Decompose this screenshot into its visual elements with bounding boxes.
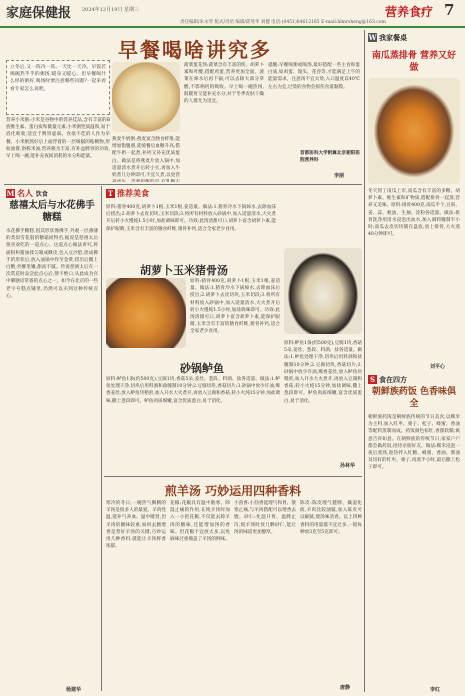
lamb-author: 唐静 — [340, 685, 351, 691]
porridge-bowl-photo — [112, 62, 180, 132]
celebrity-body: 水花佛手糖糕,因其形状像佛手,外观一层薄薄的类似雪花般的糖霜而得名,据说是慈禧太后很喜欢吃的一道点心。这道点心做法讲究,将面粉和猪油揉匀制成酥皮,包入豆沙馅,捏成佛手的形状后,放入油锅中炸至金黄,捞出后撒上白糖,外酥里嫩,甜而不腻。传说慈禧太后在一次赏花时品尝此点心后,赞不绝口,从此成为宫中御膳房常备的点心之一。如今在北京的一些老字号糕点铺里,仍然可以买到这种传统点心。 — [6, 229, 98, 299]
divider — [364, 30, 365, 692]
celebrity-title: 慈禧太后与水花佛手糖糕 — [9, 200, 95, 223]
lamb-col1: 寒冷的冬日,一碗热气腾腾的羊汤是很多人的最爱。羊肉性温,能补气养血、温中暖肾,但羊肉的膻味较重,如何去膻增香是煮好羊汤的关键,巧妙运用几种香料,就能让羊汤鲜香浓郁。 — [106, 501, 166, 550]
section-m-icon: M — [6, 189, 15, 198]
yakbap-body: 朝鲜族药饭是朝鲜族传统的节日美食,以糯米为主料,加入红枣、栗子、松子、蜂蜜、香油等配料蒸制而成。药饭颜色棕红,香甜软糯,寓意吉祥如意。在朝鲜族的传统节日,家家户户都会做药饭,招待亲朋好友。做法:糯米浸泡一夜后蒸熟,趁热拌入红糖、蜂蜜、香油、酱油及切好的红枣、栗子,再蒸半小时,最后撒上松子即可。 — [368, 415, 460, 471]
divider — [4, 184, 362, 185]
celebrity-section-label: M 名人 饮食 — [6, 188, 48, 198]
pumpkin-body: 冬天到了南瓜上市,南瓜含有丰富的多糖、胡萝卜素、维生素和矿物质,搭配排骨一起蒸,营养又美味。原料:排骨400克,南瓜半个,豆豉、姜、蒜、蚝油、生抽、淀粉各适量。做法:排骨洗净用清水浸泡出血水,加入调料腌制半小时;南瓜去皮切块铺在盘底,放上排骨,大火蒸40分钟即可。 — [368, 189, 460, 238]
pumpkin-title: 南瓜蒸排骨 营养又好做 — [371, 51, 457, 73]
lamb-col4: 陈皮:陈皮理气健脾、燥湿化痰,羊肉比较油腻,加入陈皮可以解腻,使汤味清香。以上四种香料的用量都不宜过多,一般每种放3克至5克即可。 — [300, 501, 362, 535]
dish1-body: 原料:猪骨400克,胡萝卜1根,玉米1根,姜适量。做法:1.猪骨冷水下锅焯水,去除血沫后捞出;2.胡萝卜去皮切块,玉米切段;3.将所有材料放入砂锅中,加入适量清水,大火煮开后转小火慢炖1.5小时,加盐调味即可。功效:此汤清甜可口,胡萝卜富含胡萝卜素,能保护眼睛,玉米含有丰富的膳食纤维,猪骨补钙,适合全家老少食用。 — [106, 205, 276, 232]
food-section-label: S 食在四方 — [369, 375, 407, 384]
fish-pot-photo — [284, 248, 362, 334]
divider — [101, 186, 102, 691]
lead-col3: 菠菜蛋花汤:菠菜含有丰富的铁、胡萝卜素和叶酸,搭配鸡蛋,营养更加全面。菠菜在焯水后再下锅,可以去除大部分草酸,不影响钙的吸收。早上喝一碗热汤,既暖胃又能补充水分,对于冬季皮肤干燥的人群尤为适宜。 — [184, 63, 264, 105]
dish2-extra: 原料:鲈鱼1条(约500克),豆腐1块,香菇5朵,姜丝、葱段、料酒、盐各适量。做法:1.鲈鱼处理干净,切块后用料酒和盐腌制10分钟;2.豆腐切块,香菇切片;3.砂锅中放少许油,爆香姜丝,放入鲈鱼块稍煎,加入开水大火煮开,再放入豆腐和香菇,转小火炖15分钟,加盐调味,撒上葱段即可。鲈鱼肉质细嫩,富含优质蛋白,易于消化。 — [284, 341, 362, 404]
dish2-body: 原料:鲈鱼1条(约500克),豆腐1块,香菇5朵,姜丝、葱段、料酒、盐各适量。做法:1.鲈鱼处理干净,切块后用料酒和盐腌制10分钟;2.豆腐切块,香菇切片;3.砂锅中放少许油,爆香姜丝,放入鲈鱼块稍煎,加入开水大火煮开,再放入豆腐和香菇,转小火炖15分钟,加盐调味,撒上葱段即可。鲈鱼肉质细嫩,富含优质蛋白,易于消化。 — [106, 377, 280, 404]
page-header — [0, 0, 465, 28]
celebrity-author: 杨建华 — [66, 687, 82, 693]
issue-date: 2024年12月19日 星期三 — [82, 7, 140, 13]
pumpkin-author: 刘平心 — [430, 364, 446, 370]
recipes-author: 孙林华 — [340, 463, 356, 469]
lead-col2: 燕麦牛奶粥:燕麦富含膳食纤维,能增加饱腹感,延缓餐后血糖升高,搭配牛奶一起煮,补钙又补充优质蛋白。做法是将燕麦片放入锅中,加适量清水煮开后转小火,再加入牛奶煮几分钟即可,不宜久煮,以免营 — [112, 137, 180, 179]
divider — [104, 476, 362, 477]
lamb-col2: 花椒:花椒具有温中散寒、除湿止痛的作用,在炖羊汤时加入一小把花椒,不仅能去除羊肉的膻味,还能增加汤的香味。但花椒不宜放太多,以免麻味过重掩盖了羊汤的鲜味。 — [170, 501, 230, 543]
dish1-extra: 原料:猪骨400克,胡萝卜1根,玉米1根,姜适量。做法:1.猪骨冷水下锅焯水,去除血沫后捞出;2.胡萝卜去皮切块,玉米切段;3.将所有材料放入砂锅中,加入适量清水,大火煮开后转小火慢炖1.5小时,加盐调味即可。功效:此汤清甜可口,胡萝卜富含胡萝卜素,能保护眼睛,玉米含有丰富的膳食纤维,猪骨补钙,适合全家老少食用。 — [190, 279, 280, 335]
yakbap-author: 李红 — [430, 687, 441, 693]
pumpkin-ribs-photo — [368, 78, 460, 184]
section-t-icon: T — [107, 189, 114, 198]
section-name: 营养食疗 — [385, 5, 434, 19]
my-table-section-label: W 我家餐桌 — [368, 33, 407, 42]
editor-credits: 责任编辑/朱永琴 版式/肖培 编辑/邱英华 刘健 电话:(0451)84612185 E-mail:hlmrsheng@163.com — [180, 20, 386, 25]
masthead: 家庭保健报 — [6, 6, 72, 21]
lead-intro: 立冬后,又一阵冷一阵,一天比一天冷。早饭若喝碗热乎乎的粥汤,暖身又暖心。但早餐喝什么样的粥好,喝汤时要注意哪些问题?一起来看看专家怎么说吧。 — [10, 65, 106, 92]
page-number: 7 — [444, 1, 455, 19]
lead-col4: 提醒:早餐喝粥或喝汤,最好搭配一些主食和蛋白质,如鸡蛋、馒头、花卷等,才能满足上午的能量需求。注意汤不宜太烫,入口温度以40℃左右为宜,过烫的食物会损伤食道黏膜。 — [268, 63, 360, 90]
lead-headline: 早餐喝啥讲究多 — [118, 38, 272, 62]
lamb-col3: 小茴香:小茴香能理气和胃、散寒止痛,与羊肉搭配可以增香去腥。砂仁:化湿开胃、温脾止泻,炖羊汤时放几颗砂仁,能让汤的味道更加醇厚。 — [234, 501, 296, 535]
yakbap-title: 朝鲜族药饭 色香味俱全 — [371, 387, 457, 409]
lamb-soup-title: 煎羊汤 巧妙运用四种香料 — [164, 484, 302, 498]
recipes-section-label: T 推荐美食 — [107, 188, 149, 198]
dish1-title: 胡萝卜玉米猪骨汤 — [140, 264, 228, 277]
lead-col1: 营养小米粥:小米是谷物中的营养佳品,含有丰富的B族维生素、蛋白质和微量元素,小米粥性质温和,易于消化吸收,适宜于脾胃虚弱、食欲不佳的人作为早餐。小米粥熬好后上面浮着的一层细腻的粘稠物,形如油膏,俗称米油,营养极为丰富,有补益脾胃的功效,早上喝一碗,能补充夜间消耗的水分和能量。 — [6, 118, 110, 160]
section-w-icon: W — [368, 33, 377, 42]
lead-intro-box — [6, 60, 110, 115]
section-s-icon: S — [369, 375, 376, 384]
lead-author: 李丽 — [334, 173, 345, 179]
soup-photo — [106, 278, 186, 348]
lead-source: 首都医科大学附属北京朝阳医院营养科 — [300, 151, 360, 164]
dish2-title: 砂锅鲈鱼 — [180, 362, 224, 375]
